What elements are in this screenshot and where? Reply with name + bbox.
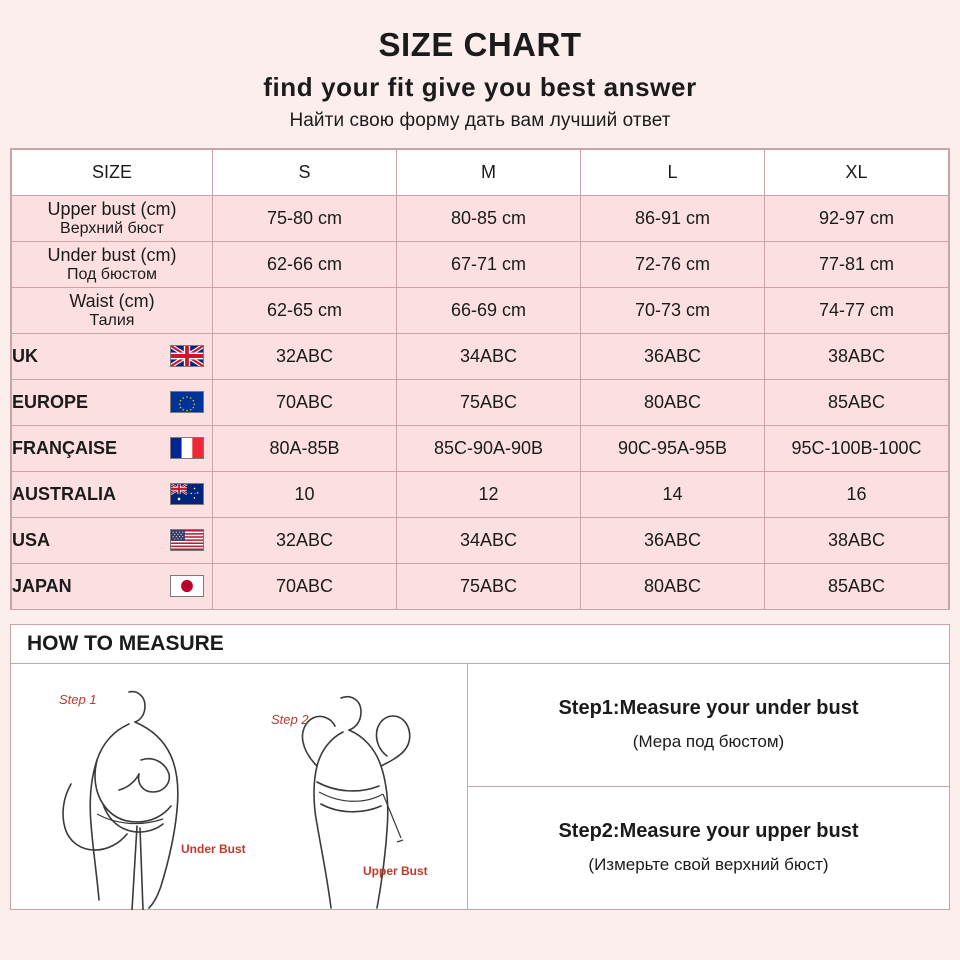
cell-value: 80ABC [581, 379, 765, 425]
cell-value: 80ABC [581, 563, 765, 609]
row-label-japan [12, 563, 213, 609]
measure-step-1 [468, 664, 949, 787]
cell-value: 34ABC [397, 333, 581, 379]
cell-value: 95C-100B-100C [765, 425, 949, 471]
row-label-francaise [12, 425, 213, 471]
cell-value: 38ABC [765, 517, 949, 563]
cell-value: 92-97 cm [765, 195, 949, 241]
under-bust-label: Under Bust [181, 841, 246, 856]
flag-usa-icon [170, 529, 204, 551]
cell-value: 66-69 cm [397, 287, 581, 333]
cell-value: 86-91 cm [581, 195, 765, 241]
cell-value: 36ABC [581, 517, 765, 563]
table-row [12, 563, 949, 609]
cell-value: 74-77 cm [765, 287, 949, 333]
cell-value: 80-85 cm [397, 195, 581, 241]
table-row [12, 517, 949, 563]
header [0, 0, 960, 132]
cell-value: 32ABC [213, 517, 397, 563]
cell-value: 72-76 cm [581, 241, 765, 287]
column-header-size: SIZE [12, 149, 213, 195]
cell-value: 75-80 cm [213, 195, 397, 241]
column-header-s: S [213, 149, 397, 195]
row-label-europe [12, 379, 213, 425]
measure-steps [468, 664, 949, 909]
cell-value: 14 [581, 471, 765, 517]
row-label-en: Upper bust (cm) [47, 198, 177, 219]
upper-bust-label: Upper Bust [363, 863, 428, 878]
table-row [12, 425, 949, 471]
cell-value: 32ABC [213, 333, 397, 379]
country-name: JAPAN [12, 576, 72, 597]
row-label-ru: Талия [89, 311, 135, 329]
step-1-text: Step1:Measure your under bust [558, 697, 859, 720]
flag-france-icon [170, 437, 204, 459]
cell-value: 75ABC [397, 379, 581, 425]
illustration-step2-tag: Step 2 [271, 711, 309, 727]
step-2-text-ru: (Измерьте свой верхний бюст) [588, 855, 829, 875]
flag-europe-icon [170, 391, 204, 413]
cell-value: 70ABC [213, 563, 397, 609]
row-label-uk [12, 333, 213, 379]
step-2-text: Step2:Measure your upper bust [558, 820, 859, 843]
measure-illustration [11, 664, 468, 909]
size-table-container [10, 148, 950, 610]
cell-value: 16 [765, 471, 949, 517]
row-label-en: Under bust (cm) [47, 244, 177, 265]
row-label-upper-bust [12, 195, 213, 241]
cell-value: 10 [213, 471, 397, 517]
table-row [12, 195, 949, 241]
how-to-measure-body [11, 664, 949, 909]
table-row [12, 333, 949, 379]
illustration-step1-tag: Step 1 [59, 691, 97, 707]
cell-value: 85C-90A-90B [397, 425, 581, 471]
table-row [12, 379, 949, 425]
page-subtitle: find your fit give you best answer [263, 71, 697, 102]
row-label-en: Waist (cm) [69, 290, 155, 311]
flag-uk-icon [170, 345, 204, 367]
row-label-ru: Под бюстом [66, 265, 158, 283]
measure-step-2 [468, 787, 949, 909]
column-header-xl: XL [765, 149, 949, 195]
country-name: FRANÇAISE [12, 438, 118, 459]
page-subtitle-russian: Найти свою форму дать вам лучший ответ [289, 109, 671, 131]
country-name: USA [12, 530, 51, 551]
cell-value: 77-81 cm [765, 241, 949, 287]
country-name: UK [12, 346, 38, 367]
size-table [11, 149, 949, 610]
cell-value: 85ABC [765, 563, 949, 609]
how-to-measure-section [10, 624, 950, 910]
cell-value: 70ABC [213, 379, 397, 425]
flag-japan-icon [170, 575, 204, 597]
how-to-measure-title: HOW TO MEASURE [11, 625, 949, 664]
cell-value: 38ABC [765, 333, 949, 379]
flag-australia-icon [170, 483, 204, 505]
column-header-l: L [581, 149, 765, 195]
row-label-ru: Верхний бюст [60, 219, 164, 237]
table-header-row [12, 149, 949, 195]
step-1-text-ru: (Мера под бюстом) [632, 732, 785, 752]
cell-value: 62-65 cm [213, 287, 397, 333]
cell-value: 85ABC [765, 379, 949, 425]
cell-value: 34ABC [397, 517, 581, 563]
table-row [12, 241, 949, 287]
cell-value: 90C-95A-95B [581, 425, 765, 471]
cell-value: 62-66 cm [213, 241, 397, 287]
row-label-australia [12, 471, 213, 517]
row-label-usa [12, 517, 213, 563]
table-row [12, 287, 949, 333]
column-header-m: M [397, 149, 581, 195]
cell-value: 12 [397, 471, 581, 517]
cell-value: 75ABC [397, 563, 581, 609]
cell-value: 36ABC [581, 333, 765, 379]
cell-value: 80A-85B [213, 425, 397, 471]
row-label-under-bust [12, 241, 213, 287]
cell-value: 67-71 cm [397, 241, 581, 287]
row-label-waist [12, 287, 213, 333]
cell-value: 70-73 cm [581, 287, 765, 333]
country-name: AUSTRALIA [12, 484, 116, 505]
table-row [12, 471, 949, 517]
page-title: SIZE CHART [378, 26, 582, 63]
country-name: EUROPE [12, 392, 89, 413]
